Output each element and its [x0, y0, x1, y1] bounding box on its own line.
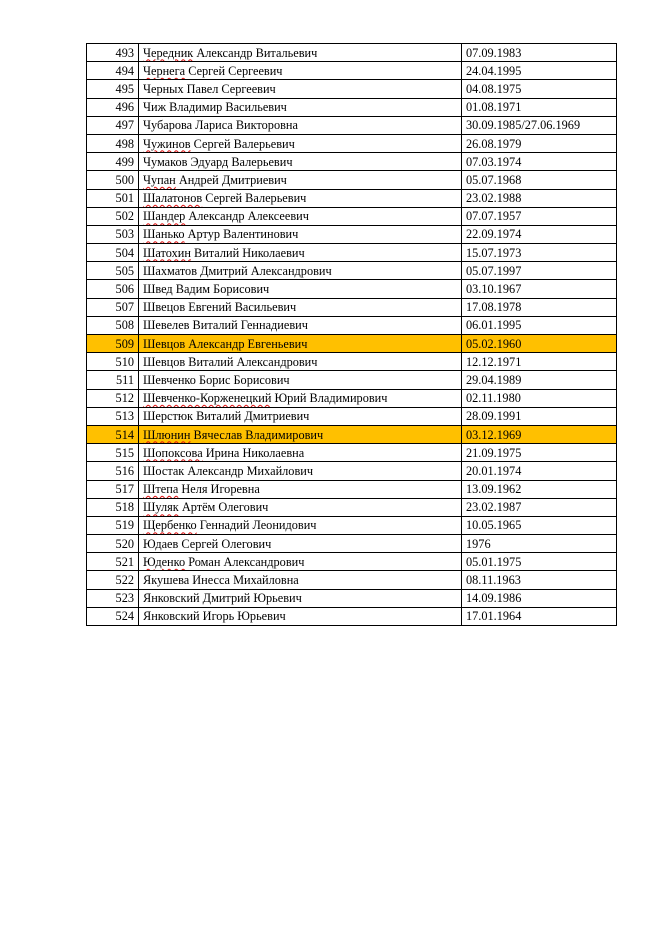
row-number-cell: 507	[87, 298, 139, 316]
birth-date-cell: 03.12.1969	[462, 425, 617, 443]
given-names-text: Вадим Борисович	[172, 282, 270, 297]
given-names-text: Эдуард Валерьевич	[187, 154, 293, 169]
row-number-cell: 521	[87, 553, 139, 571]
table-row	[87, 207, 617, 225]
surname-text: Шахматов	[143, 263, 198, 278]
surname-text: Черных	[143, 81, 184, 96]
surname-text: Шатохин	[143, 245, 191, 260]
table-row	[87, 444, 617, 462]
given-names-text: Геннадий Леонидович	[196, 518, 317, 533]
given-names-text: Борис Борисович	[195, 372, 290, 387]
row-number-cell: 519	[87, 516, 139, 534]
table-row	[87, 353, 617, 371]
birth-date-cell: 17.08.1978	[462, 298, 617, 316]
row-number-cell: 516	[87, 462, 139, 480]
birth-date-cell: 02.11.1980	[462, 389, 617, 407]
full-name-cell	[139, 44, 462, 62]
birth-date-cell: 14.09.1986	[462, 589, 617, 607]
surname-text: Чубарова	[143, 118, 193, 133]
row-number-cell: 505	[87, 262, 139, 280]
given-names-text: Виталий Дмитриевич	[193, 409, 310, 424]
full-name-cell	[139, 80, 462, 98]
surname-text: Шалатонов	[143, 191, 203, 206]
table-row	[87, 516, 617, 534]
table-row	[87, 316, 617, 334]
surname-text: Швед	[143, 282, 173, 297]
birth-date-cell: 07.03.1974	[462, 153, 617, 171]
surname-text: Шлюнин	[143, 427, 191, 442]
given-names-text: Дмитрий Александрович	[197, 263, 332, 278]
table-row	[87, 134, 617, 152]
surname-text: Штепа	[143, 482, 179, 497]
birth-date-cell: 05.01.1975	[462, 553, 617, 571]
full-name-cell	[139, 353, 462, 371]
surname-text: Шанько	[143, 227, 185, 242]
birth-date-cell: 26.08.1979	[462, 134, 617, 152]
row-number-cell: 509	[87, 335, 139, 353]
given-names-text: Александр Евгеньевич	[185, 336, 308, 351]
row-number-cell: 497	[87, 116, 139, 134]
row-number-cell: 523	[87, 589, 139, 607]
surname-text: Щербенко	[143, 518, 197, 533]
birth-date-cell: 13.09.1962	[462, 480, 617, 498]
surname-text: Шевцов	[143, 354, 186, 369]
birth-date-cell: 20.01.1974	[462, 462, 617, 480]
birth-date-cell: 01.08.1971	[462, 98, 617, 116]
roster-table	[86, 43, 617, 626]
full-name-cell	[139, 498, 462, 516]
table-row	[87, 535, 617, 553]
birth-date-cell: 15.07.1973	[462, 244, 617, 262]
given-names-text: Игорь Юрьевич	[199, 609, 286, 624]
full-name-cell	[139, 389, 462, 407]
table-row	[87, 262, 617, 280]
table-row	[87, 407, 617, 425]
full-name-cell	[139, 298, 462, 316]
full-name-cell	[139, 98, 462, 116]
full-name-cell	[139, 444, 462, 462]
full-name-cell	[139, 225, 462, 243]
row-number-cell: 498	[87, 134, 139, 152]
roster-table-body	[87, 44, 617, 626]
surname-text: Шуляк	[143, 500, 179, 515]
row-number-cell: 515	[87, 444, 139, 462]
row-number-cell: 522	[87, 571, 139, 589]
given-names-text: Виталий Геннадиевич	[189, 318, 308, 333]
given-names-text: Владимир Васильевич	[166, 100, 287, 115]
given-names-text: Сергей Олегович	[178, 536, 272, 551]
birth-date-cell: 30.09.1985/27.06.1969	[462, 116, 617, 134]
surname-text: Янковский	[143, 591, 200, 606]
given-names-text: Артур Валентинович	[184, 227, 299, 242]
surname-text: Чужинов	[143, 136, 191, 151]
table-row	[87, 571, 617, 589]
birth-date-cell: 03.10.1967	[462, 280, 617, 298]
row-number-cell: 494	[87, 62, 139, 80]
table-row	[87, 553, 617, 571]
row-number-cell: 499	[87, 153, 139, 171]
table-row	[87, 371, 617, 389]
row-number-cell: 493	[87, 44, 139, 62]
surname-text: Янковский	[143, 609, 200, 624]
table-row	[87, 607, 617, 625]
birth-date-cell: 23.02.1987	[462, 498, 617, 516]
birth-date-cell: 23.02.1988	[462, 189, 617, 207]
row-number-cell: 495	[87, 80, 139, 98]
surname-text: Шевцов	[143, 336, 186, 351]
table-row	[87, 298, 617, 316]
given-names-text: Инесса Михайловна	[189, 573, 299, 588]
given-names-text: Вячеслав Владимирович	[190, 427, 324, 442]
surname-text: Чернега	[143, 63, 186, 78]
full-name-cell	[139, 589, 462, 607]
given-names-text: Ирина Николаевна	[202, 445, 305, 460]
birth-date-cell: 06.01.1995	[462, 316, 617, 334]
row-number-cell: 514	[87, 425, 139, 443]
surname-text: Шандер	[143, 209, 186, 224]
given-names-text: Андрей Дмитриевич	[175, 172, 287, 187]
table-row	[87, 225, 617, 243]
birth-date-cell: 28.09.1991	[462, 407, 617, 425]
surname-text: Чередник	[143, 45, 194, 60]
table-row	[87, 498, 617, 516]
row-number-cell: 512	[87, 389, 139, 407]
birth-date-cell: 29.04.1989	[462, 371, 617, 389]
full-name-cell	[139, 189, 462, 207]
birth-date-cell: 17.01.1964	[462, 607, 617, 625]
surname-text: Шостак	[143, 463, 185, 478]
surname-text: Шопоксова	[143, 445, 203, 460]
full-name-cell	[139, 407, 462, 425]
table-row	[87, 171, 617, 189]
given-names-text: Юрий Владимирович	[271, 391, 388, 406]
table-row	[87, 462, 617, 480]
surname-text: Швецов	[143, 300, 186, 315]
birth-date-cell: 1976	[462, 535, 617, 553]
given-names-text: Лариса Викторовна	[192, 118, 298, 133]
given-names-text: Евгений Васильевич	[185, 300, 297, 315]
row-number-cell: 510	[87, 353, 139, 371]
given-names-text: Роман Александрович	[185, 554, 305, 569]
table-row	[87, 44, 617, 62]
surname-text: Чупан	[143, 172, 176, 187]
row-number-cell: 503	[87, 225, 139, 243]
full-name-cell	[139, 516, 462, 534]
table-row	[87, 589, 617, 607]
full-name-cell	[139, 244, 462, 262]
full-name-cell	[139, 316, 462, 334]
given-names-text: Павел Сергеевич	[183, 81, 276, 96]
full-name-cell	[139, 371, 462, 389]
full-name-cell	[139, 462, 462, 480]
full-name-cell	[139, 607, 462, 625]
full-name-cell	[139, 571, 462, 589]
table-row	[87, 62, 617, 80]
surname-text: Якушева	[143, 573, 190, 588]
row-number-cell: 502	[87, 207, 139, 225]
birth-date-cell: 07.07.1957	[462, 207, 617, 225]
row-number-cell: 508	[87, 316, 139, 334]
table-row	[87, 116, 617, 134]
birth-date-cell: 05.02.1960	[462, 335, 617, 353]
row-number-cell: 500	[87, 171, 139, 189]
birth-date-cell: 05.07.1997	[462, 262, 617, 280]
given-names-text: Александр Витальевич	[193, 45, 318, 60]
surname-text: Чиж	[143, 100, 167, 115]
birth-date-cell: 21.09.1975	[462, 444, 617, 462]
row-number-cell: 517	[87, 480, 139, 498]
table-row	[87, 480, 617, 498]
full-name-cell	[139, 335, 462, 353]
full-name-cell	[139, 280, 462, 298]
surname-text: Чумаков	[143, 154, 188, 169]
full-name-cell	[139, 553, 462, 571]
birth-date-cell: 24.04.1995	[462, 62, 617, 80]
full-name-cell	[139, 207, 462, 225]
given-names-text: Сергей Валерьевич	[202, 191, 307, 206]
table-row	[87, 280, 617, 298]
table-row	[87, 389, 617, 407]
full-name-cell	[139, 116, 462, 134]
given-names-text: Неля Игоревна	[178, 482, 260, 497]
birth-date-cell: 04.08.1975	[462, 80, 617, 98]
birth-date-cell: 07.09.1983	[462, 44, 617, 62]
birth-date-cell: 12.12.1971	[462, 353, 617, 371]
table-row	[87, 80, 617, 98]
full-name-cell	[139, 62, 462, 80]
table-row	[87, 189, 617, 207]
row-number-cell: 504	[87, 244, 139, 262]
given-names-text: Артём Олегович	[178, 500, 269, 515]
table-row	[87, 335, 617, 353]
table-row	[87, 98, 617, 116]
full-name-cell	[139, 134, 462, 152]
full-name-cell	[139, 425, 462, 443]
surname-text: Юдаев	[143, 536, 179, 551]
full-name-cell	[139, 262, 462, 280]
birth-date-cell: 10.05.1965	[462, 516, 617, 534]
birth-date-cell: 08.11.1963	[462, 571, 617, 589]
full-name-cell	[139, 171, 462, 189]
given-names-text: Дмитрий Юрьевич	[199, 591, 302, 606]
given-names-text: Сергей Сергеевич	[185, 63, 283, 78]
row-number-cell: 511	[87, 371, 139, 389]
birth-date-cell: 22.09.1974	[462, 225, 617, 243]
surname-text: Шевелев	[143, 318, 190, 333]
full-name-cell	[139, 153, 462, 171]
row-number-cell: 518	[87, 498, 139, 516]
row-number-cell: 513	[87, 407, 139, 425]
row-number-cell: 501	[87, 189, 139, 207]
birth-date-cell: 05.07.1968	[462, 171, 617, 189]
table-row	[87, 425, 617, 443]
surname-text: Шерстюк	[143, 409, 194, 424]
surname-text: Юденко	[143, 554, 186, 569]
given-names-text: Александр Алексеевич	[185, 209, 309, 224]
row-number-cell: 506	[87, 280, 139, 298]
given-names-text: Александр Михайлович	[184, 463, 314, 478]
given-names-text: Виталий Александрович	[185, 354, 318, 369]
surname-text: Шевченко	[143, 372, 196, 387]
given-names-text: Виталий Николаевич	[190, 245, 305, 260]
surname-text: Шевченко-Корженецкий	[143, 391, 272, 406]
full-name-cell	[139, 480, 462, 498]
row-number-cell: 520	[87, 535, 139, 553]
given-names-text: Сергей Валерьевич	[190, 136, 295, 151]
row-number-cell: 524	[87, 607, 139, 625]
table-row	[87, 153, 617, 171]
row-number-cell: 496	[87, 98, 139, 116]
full-name-cell	[139, 535, 462, 553]
table-row	[87, 244, 617, 262]
